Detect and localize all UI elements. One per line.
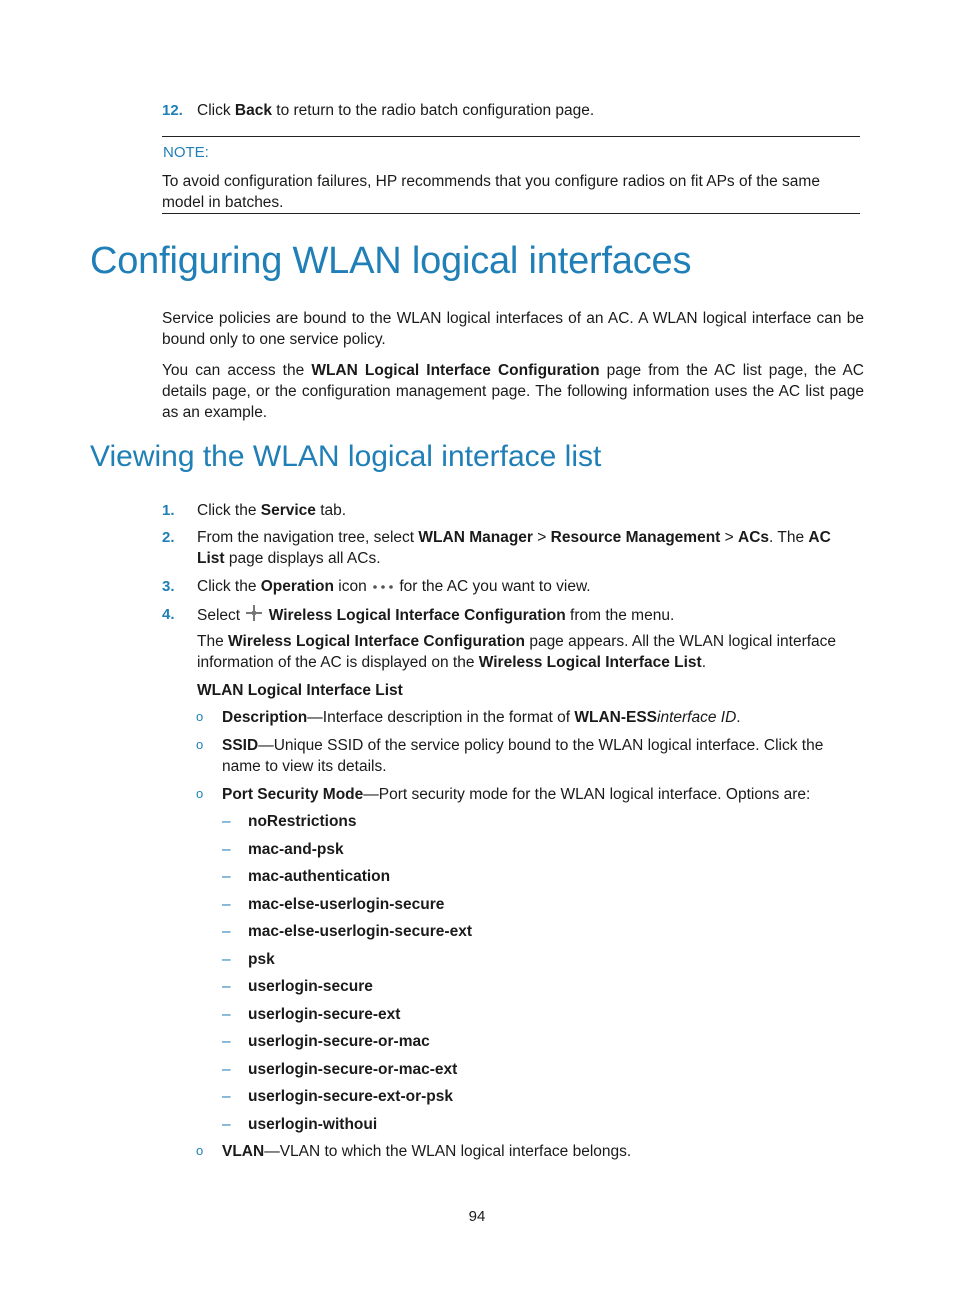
bullet-marker: o <box>196 1143 204 1158</box>
move-cross-icon <box>244 604 264 622</box>
note-top-rule <box>162 136 860 137</box>
back-label: Back <box>234 102 272 119</box>
bullet-marker: o <box>196 786 204 801</box>
note-bottom-rule <box>162 213 860 214</box>
page-number: 94 <box>468 1208 486 1225</box>
section-heading: Viewing the WLAN logical interface list <box>90 440 602 473</box>
step-number: 12. <box>162 102 183 119</box>
bullet-marker: o <box>196 709 204 724</box>
step-text: Click Back to return to the radio batch configuration page. <box>197 102 595 119</box>
ellipsis-icon <box>371 582 395 592</box>
bullet-marker: o <box>196 737 204 752</box>
intro-paragraph-1: Service policies are bound to the WLAN logical interfaces of an AC. A WLAN logical interface can be bound only to one service policy. <box>162 310 864 348</box>
note-text: To avoid configuration failures, HP recommends that you configure radios on fit APs of the same model in batches. <box>162 173 820 211</box>
page-title: Configuring WLAN logical interfaces <box>90 240 692 282</box>
list-heading: WLAN Logical Interface List <box>197 682 403 699</box>
intro-paragraph-2: You can access the WLAN Logical Interface Configuration page from the AC list page, the AC details page, or the configuration management page. The following information uses the AC list page as an example. <box>162 362 864 421</box>
step-4-detail: The Wireless Logical Interface Configuration page appears. All the WLAN logical interface information of the AC is displayed on the Wireless Logical Interface List. <box>197 633 837 671</box>
note-label: NOTE: <box>163 144 209 161</box>
